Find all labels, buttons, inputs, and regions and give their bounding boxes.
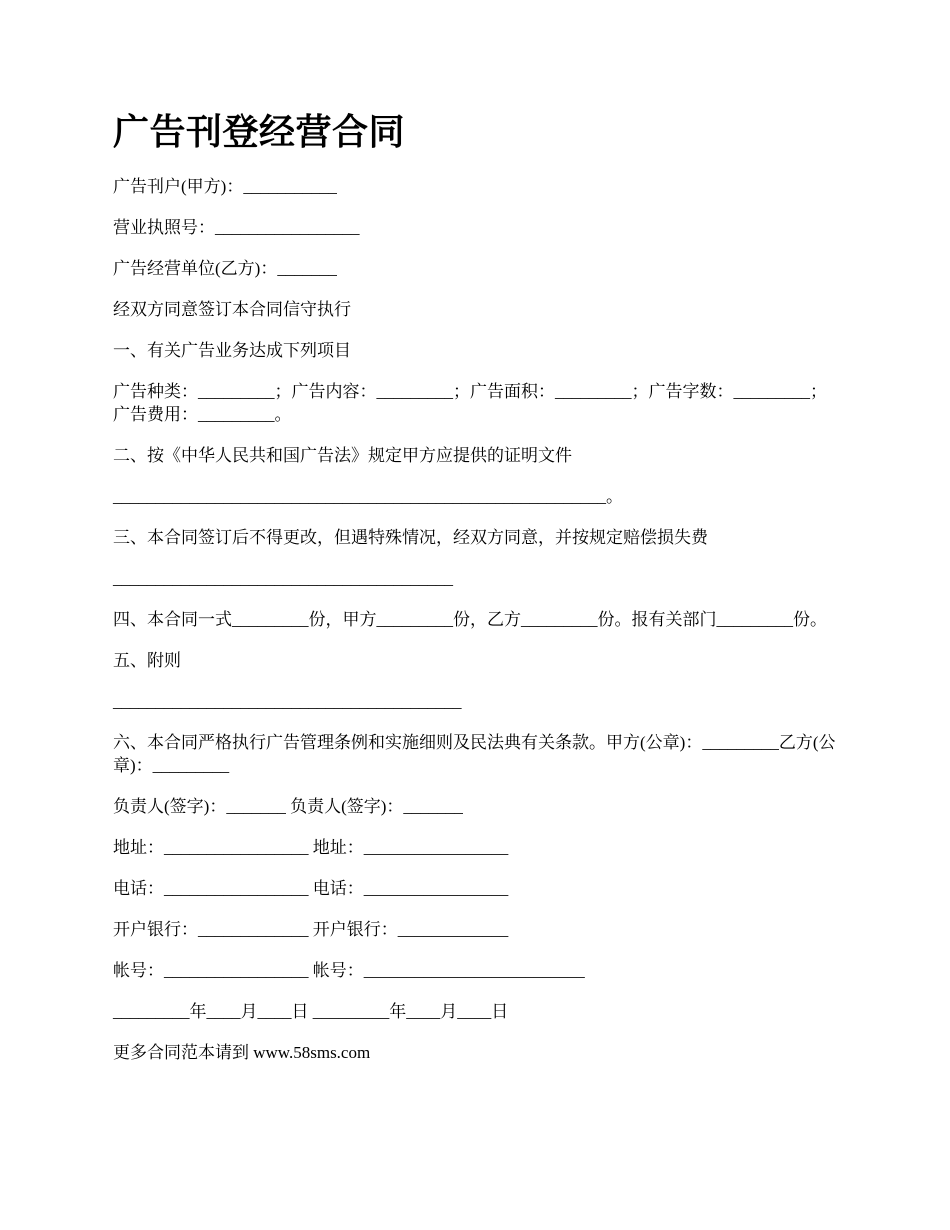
footer-link-text: 更多合同范本请到 www.58sms.com	[113, 1043, 371, 1062]
clause-5-heading: 五、附则	[113, 651, 181, 670]
agreement-intro: 经双方同意签订本合同信守执行	[113, 300, 351, 319]
clause-3-blank: ________________________________________	[113, 569, 453, 588]
address-line: 地址：_________________ 地址：_________________	[113, 838, 509, 857]
clause-2-heading: 二、按《中华人民共和国广告法》规定甲方应提供的证明文件	[113, 446, 572, 465]
clause-3-text: 三、本合同签订后不得更改，但遇特殊情况，经双方同意，并按规定赔偿损失费	[113, 528, 708, 547]
clause-4-copies: 四、本合同一式_________份，甲方_________份，乙方_________份。报有关部门_________份。	[113, 610, 827, 629]
account-line: 帐号：_________________ 帐号：__________________________	[113, 961, 585, 980]
document-title: 广告刊登经营合同	[113, 112, 406, 152]
party-a-line: 广告刊户(甲方)：___________	[113, 177, 337, 196]
clause-2-blank: __________________________________________________________。	[113, 487, 623, 506]
clause-1-details: 广告种类：_________；广告内容：_________；广告面积：_________；广告字数：_________；广告费用：_________。	[113, 382, 827, 424]
business-license-line: 营业执照号：_________________	[113, 218, 360, 237]
phone-line: 电话：_________________ 电话：_________________	[113, 879, 509, 898]
clause-6-text: 六、本合同严格执行广告管理条例和实施细则及民法典有关条款。甲方(公章)：_________乙方(公章)：_________	[113, 733, 836, 775]
bank-line: 开户银行：_____________ 开户银行：_____________	[113, 920, 509, 939]
date-line: _________年____月____日 _________年____月____日	[113, 1002, 509, 1021]
clause-1-heading: 一、有关广告业务达成下列项目	[113, 341, 351, 360]
signature-line: 负责人(签字)：_______ 负责人(签字)：_______	[113, 797, 463, 816]
party-b-line: 广告经营单位(乙方)：_______	[113, 259, 337, 278]
contract-document	[113, 110, 840, 1082]
clause-5-blank: _________________________________________	[113, 692, 462, 711]
